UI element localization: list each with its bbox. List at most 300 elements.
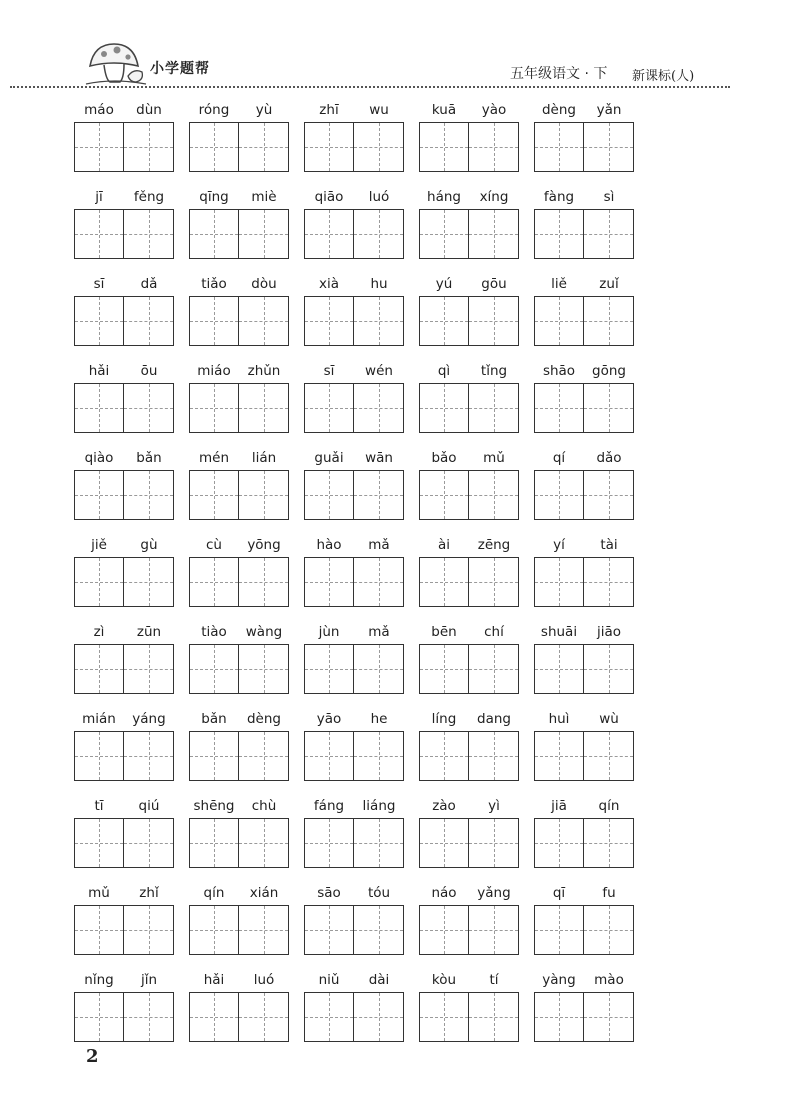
writing-cell[interactable] bbox=[74, 818, 124, 868]
pinyin-syllable: yōng bbox=[247, 537, 281, 553]
pinyin-syllable: yù bbox=[255, 102, 273, 118]
word-item bbox=[534, 535, 634, 603]
tian-grid-pair bbox=[189, 731, 289, 781]
word-item bbox=[74, 448, 174, 516]
pinyin-syllable: zhǐ bbox=[139, 885, 159, 901]
pinyin-syllable: máo bbox=[84, 102, 114, 118]
word-item bbox=[304, 100, 404, 168]
pinyin-label bbox=[189, 883, 289, 903]
tian-grid-pair bbox=[534, 818, 634, 868]
tian-grid-pair bbox=[74, 557, 174, 607]
pinyin-syllable: gōng bbox=[592, 363, 626, 379]
pinyin-syllable: líng bbox=[431, 711, 457, 727]
writing-cell[interactable] bbox=[469, 731, 519, 781]
writing-cell[interactable] bbox=[124, 470, 174, 520]
writing-cell[interactable] bbox=[189, 731, 239, 781]
writing-cell[interactable] bbox=[189, 557, 239, 607]
word-item bbox=[419, 100, 519, 168]
writing-cell[interactable] bbox=[419, 731, 469, 781]
tian-grid-pair bbox=[304, 905, 404, 955]
writing-cell[interactable] bbox=[584, 905, 634, 955]
writing-cell[interactable] bbox=[354, 992, 404, 1042]
writing-cell[interactable] bbox=[584, 557, 634, 607]
writing-cell[interactable] bbox=[189, 296, 239, 346]
word-item bbox=[189, 274, 289, 342]
writing-cell[interactable] bbox=[74, 992, 124, 1042]
writing-cell[interactable] bbox=[584, 644, 634, 694]
pinyin-label bbox=[534, 622, 634, 642]
writing-cell[interactable] bbox=[534, 122, 584, 172]
pinyin-syllable: dèng bbox=[246, 711, 281, 727]
word-item bbox=[534, 361, 634, 429]
writing-cell[interactable] bbox=[304, 296, 354, 346]
word-item bbox=[189, 100, 289, 168]
tian-grid-pair bbox=[74, 992, 174, 1042]
writing-cell[interactable] bbox=[469, 296, 519, 346]
writing-cell[interactable] bbox=[239, 209, 289, 259]
pinyin-syllable: hu bbox=[370, 276, 388, 292]
tian-grid-pair bbox=[534, 296, 634, 346]
pinyin-label bbox=[74, 100, 174, 120]
writing-cell[interactable] bbox=[534, 296, 584, 346]
writing-cell[interactable] bbox=[584, 992, 634, 1042]
word-item bbox=[534, 796, 634, 864]
tian-grid-pair bbox=[304, 122, 404, 172]
tian-grid-pair bbox=[419, 644, 519, 694]
pinyin-syllable: wàng bbox=[245, 624, 283, 640]
writing-cell[interactable] bbox=[584, 731, 634, 781]
pinyin-label bbox=[534, 274, 634, 294]
writing-cell[interactable] bbox=[469, 470, 519, 520]
pinyin-syllable: mén bbox=[198, 450, 229, 466]
writing-cell[interactable] bbox=[354, 731, 404, 781]
pinyin-label bbox=[189, 448, 289, 468]
pinyin-syllable: zào bbox=[432, 798, 456, 814]
writing-cell[interactable] bbox=[239, 731, 289, 781]
tian-grid-pair bbox=[189, 383, 289, 433]
page-number: 2 bbox=[86, 1046, 99, 1067]
tian-grid-pair bbox=[189, 818, 289, 868]
word-item bbox=[304, 187, 404, 255]
writing-cell[interactable] bbox=[534, 383, 584, 433]
pinyin-syllable: hào bbox=[316, 537, 342, 553]
writing-cell[interactable] bbox=[239, 296, 289, 346]
writing-cell[interactable] bbox=[354, 383, 404, 433]
tian-grid-pair bbox=[304, 470, 404, 520]
tian-grid-pair bbox=[534, 644, 634, 694]
writing-cell[interactable] bbox=[239, 383, 289, 433]
pinyin-syllable: sī bbox=[323, 363, 335, 379]
word-item bbox=[304, 622, 404, 690]
pinyin-syllable: yáng bbox=[132, 711, 166, 727]
pinyin-label bbox=[74, 622, 174, 642]
tian-grid-pair bbox=[189, 557, 289, 607]
pinyin-syllable: yāo bbox=[316, 711, 342, 727]
pinyin-writing-grid bbox=[74, 100, 634, 1038]
writing-cell[interactable] bbox=[534, 557, 584, 607]
writing-cell[interactable] bbox=[124, 644, 174, 694]
writing-cell[interactable] bbox=[469, 557, 519, 607]
writing-cell[interactable] bbox=[239, 644, 289, 694]
writing-cell[interactable] bbox=[469, 122, 519, 172]
pinyin-syllable: yí bbox=[553, 537, 565, 553]
pinyin-label bbox=[419, 709, 519, 729]
tian-grid-pair bbox=[419, 731, 519, 781]
pinyin-syllable: ài bbox=[437, 537, 451, 553]
pinyin-label bbox=[74, 361, 174, 381]
pinyin-label bbox=[304, 448, 404, 468]
pinyin-syllable: zhī bbox=[319, 102, 339, 118]
pinyin-label bbox=[189, 187, 289, 207]
word-item bbox=[74, 970, 174, 1038]
writing-cell[interactable] bbox=[354, 905, 404, 955]
pinyin-label bbox=[189, 709, 289, 729]
pinyin-label bbox=[189, 796, 289, 816]
pinyin-syllable: liáng bbox=[362, 798, 396, 814]
pinyin-syllable: ōu bbox=[140, 363, 158, 379]
pinyin-syllable: cù bbox=[206, 537, 222, 553]
pinyin-syllable: mào bbox=[594, 972, 624, 988]
pinyin-syllable: qì bbox=[437, 363, 451, 379]
writing-cell[interactable] bbox=[189, 818, 239, 868]
pinyin-syllable: jiā bbox=[551, 798, 567, 814]
writing-cell[interactable] bbox=[469, 905, 519, 955]
tian-grid-pair bbox=[304, 731, 404, 781]
pinyin-label bbox=[419, 535, 519, 555]
pinyin-syllable: fu bbox=[602, 885, 616, 901]
writing-cell[interactable] bbox=[419, 470, 469, 520]
word-item bbox=[419, 622, 519, 690]
pinyin-label bbox=[74, 883, 174, 903]
pinyin-syllable: sì bbox=[603, 189, 615, 205]
pinyin-syllable: zūn bbox=[136, 624, 162, 640]
writing-cell[interactable] bbox=[419, 905, 469, 955]
writing-cell[interactable] bbox=[239, 470, 289, 520]
pinyin-syllable: wān bbox=[365, 450, 393, 466]
writing-cell[interactable] bbox=[304, 905, 354, 955]
writing-cell[interactable] bbox=[354, 644, 404, 694]
writing-cell[interactable] bbox=[74, 905, 124, 955]
tian-grid-pair bbox=[534, 992, 634, 1042]
writing-cell[interactable] bbox=[74, 296, 124, 346]
writing-cell[interactable] bbox=[189, 470, 239, 520]
writing-cell[interactable] bbox=[304, 644, 354, 694]
writing-cell[interactable] bbox=[584, 209, 634, 259]
pinyin-syllable: wù bbox=[599, 711, 619, 727]
pinyin-syllable: wén bbox=[365, 363, 393, 379]
pinyin-syllable: jiě bbox=[91, 537, 107, 553]
tian-grid-pair bbox=[304, 296, 404, 346]
tian-grid-pair bbox=[74, 470, 174, 520]
writing-cell[interactable] bbox=[469, 644, 519, 694]
pinyin-syllable: sāo bbox=[317, 885, 341, 901]
tian-grid-pair bbox=[74, 383, 174, 433]
tian-grid-pair bbox=[74, 209, 174, 259]
pinyin-syllable: hǎi bbox=[88, 363, 110, 379]
pinyin-syllable: niǔ bbox=[318, 972, 340, 988]
pinyin-syllable: mǔ bbox=[483, 450, 505, 466]
pinyin-label bbox=[534, 709, 634, 729]
pinyin-syllable: tiǎo bbox=[201, 276, 227, 292]
writing-cell[interactable] bbox=[74, 557, 124, 607]
writing-cell[interactable] bbox=[534, 209, 584, 259]
writing-cell[interactable] bbox=[189, 905, 239, 955]
pinyin-label bbox=[419, 274, 519, 294]
writing-cell[interactable] bbox=[419, 644, 469, 694]
pinyin-syllable: luó bbox=[253, 972, 275, 988]
mushroom-mascot-icon bbox=[84, 40, 148, 88]
word-item bbox=[419, 970, 519, 1038]
pinyin-label bbox=[189, 622, 289, 642]
writing-cell[interactable] bbox=[124, 209, 174, 259]
pinyin-syllable: yǎn bbox=[596, 102, 622, 118]
writing-cell[interactable] bbox=[304, 209, 354, 259]
pinyin-syllable: lián bbox=[251, 450, 277, 466]
writing-cell[interactable] bbox=[354, 209, 404, 259]
pinyin-label bbox=[419, 883, 519, 903]
tian-grid-pair bbox=[534, 383, 634, 433]
pinyin-syllable: dài bbox=[368, 972, 390, 988]
pinyin-syllable: qiāo bbox=[314, 189, 344, 205]
writing-cell[interactable] bbox=[304, 122, 354, 172]
writing-cell[interactable] bbox=[354, 557, 404, 607]
tian-grid-pair bbox=[419, 122, 519, 172]
writing-cell[interactable] bbox=[584, 122, 634, 172]
writing-cell[interactable] bbox=[239, 992, 289, 1042]
writing-cell[interactable] bbox=[584, 470, 634, 520]
pinyin-label bbox=[534, 448, 634, 468]
pinyin-syllable: bēn bbox=[431, 624, 457, 640]
word-item bbox=[419, 274, 519, 342]
tian-grid-pair bbox=[189, 209, 289, 259]
pinyin-syllable: yàng bbox=[542, 972, 576, 988]
pinyin-label bbox=[74, 970, 174, 990]
writing-cell[interactable] bbox=[354, 818, 404, 868]
writing-cell[interactable] bbox=[304, 383, 354, 433]
writing-cell[interactable] bbox=[419, 992, 469, 1042]
pinyin-label bbox=[74, 709, 174, 729]
pinyin-label bbox=[304, 274, 404, 294]
tian-grid-pair bbox=[304, 557, 404, 607]
writing-cell[interactable] bbox=[74, 209, 124, 259]
pinyin-syllable: qí bbox=[552, 450, 566, 466]
writing-cell[interactable] bbox=[239, 557, 289, 607]
writing-cell[interactable] bbox=[304, 818, 354, 868]
writing-cell[interactable] bbox=[354, 122, 404, 172]
writing-cell[interactable] bbox=[74, 122, 124, 172]
word-item bbox=[304, 883, 404, 951]
word-item bbox=[74, 622, 174, 690]
pinyin-label bbox=[189, 361, 289, 381]
pinyin-label bbox=[189, 100, 289, 120]
pinyin-syllable: mǎ bbox=[368, 537, 390, 553]
tian-grid-pair bbox=[304, 818, 404, 868]
writing-cell[interactable] bbox=[469, 383, 519, 433]
tian-grid-pair bbox=[189, 644, 289, 694]
pinyin-syllable: mián bbox=[82, 711, 116, 727]
word-item bbox=[419, 709, 519, 777]
pinyin-syllable: kuā bbox=[431, 102, 457, 118]
writing-cell[interactable] bbox=[534, 644, 584, 694]
tian-grid-pair bbox=[74, 644, 174, 694]
writing-cell[interactable] bbox=[124, 383, 174, 433]
word-item bbox=[419, 535, 519, 603]
pinyin-syllable: bǎn bbox=[136, 450, 162, 466]
tian-grid-pair bbox=[74, 296, 174, 346]
pinyin-syllable: liě bbox=[551, 276, 567, 292]
writing-cell[interactable] bbox=[419, 209, 469, 259]
word-item bbox=[534, 448, 634, 516]
pinyin-syllable: tí bbox=[489, 972, 499, 988]
writing-cell[interactable] bbox=[304, 557, 354, 607]
word-item bbox=[304, 274, 404, 342]
pinyin-syllable: mǔ bbox=[88, 885, 110, 901]
pinyin-syllable: chí bbox=[484, 624, 504, 640]
writing-cell[interactable] bbox=[419, 383, 469, 433]
tian-grid-pair bbox=[189, 992, 289, 1042]
pinyin-syllable: qín bbox=[598, 798, 620, 814]
pinyin-syllable: he bbox=[370, 711, 388, 727]
writing-cell[interactable] bbox=[304, 731, 354, 781]
word-item bbox=[304, 709, 404, 777]
writing-cell[interactable] bbox=[189, 992, 239, 1042]
writing-cell[interactable] bbox=[534, 818, 584, 868]
word-item bbox=[419, 448, 519, 516]
pinyin-label bbox=[304, 709, 404, 729]
pinyin-syllable: tóu bbox=[367, 885, 391, 901]
writing-cell[interactable] bbox=[74, 383, 124, 433]
brand-title: 小学题帮 bbox=[150, 61, 210, 77]
writing-cell[interactable] bbox=[124, 557, 174, 607]
word-item bbox=[74, 709, 174, 777]
word-item bbox=[304, 361, 404, 429]
writing-cell[interactable] bbox=[534, 905, 584, 955]
writing-cell[interactable] bbox=[469, 992, 519, 1042]
writing-cell[interactable] bbox=[354, 296, 404, 346]
word-item bbox=[189, 361, 289, 429]
pinyin-syllable: yào bbox=[481, 102, 507, 118]
writing-cell[interactable] bbox=[189, 383, 239, 433]
tian-grid-pair bbox=[534, 731, 634, 781]
pinyin-syllable: yú bbox=[435, 276, 453, 292]
grade-label: 五年级语文 · 下 bbox=[510, 66, 608, 82]
pinyin-syllable: jǐn bbox=[140, 972, 158, 988]
writing-cell[interactable] bbox=[469, 818, 519, 868]
pinyin-label bbox=[419, 448, 519, 468]
pinyin-syllable: chù bbox=[251, 798, 277, 814]
pinyin-syllable: shuāi bbox=[540, 624, 578, 640]
writing-cell[interactable] bbox=[419, 818, 469, 868]
pinyin-syllable: dòu bbox=[251, 276, 277, 292]
pinyin-syllable: jiāo bbox=[596, 624, 622, 640]
writing-cell[interactable] bbox=[189, 122, 239, 172]
writing-cell[interactable] bbox=[239, 818, 289, 868]
header-dotted-rule bbox=[10, 86, 730, 88]
pinyin-syllable: miáo bbox=[197, 363, 231, 379]
pinyin-label bbox=[304, 535, 404, 555]
pinyin-syllable: hǎi bbox=[203, 972, 225, 988]
word-item bbox=[74, 361, 174, 429]
pinyin-syllable: dùn bbox=[136, 102, 162, 118]
pinyin-syllable: wu bbox=[369, 102, 389, 118]
writing-cell[interactable] bbox=[534, 992, 584, 1042]
writing-cell[interactable] bbox=[419, 557, 469, 607]
pinyin-label bbox=[74, 448, 174, 468]
pinyin-syllable: háng bbox=[427, 189, 461, 205]
writing-cell[interactable] bbox=[304, 470, 354, 520]
word-item bbox=[189, 883, 289, 951]
pinyin-syllable: shēng bbox=[193, 798, 235, 814]
word-item bbox=[189, 535, 289, 603]
tian-grid-pair bbox=[534, 905, 634, 955]
writing-cell[interactable] bbox=[124, 296, 174, 346]
pinyin-label bbox=[534, 187, 634, 207]
pinyin-label bbox=[419, 361, 519, 381]
pinyin-syllable: xián bbox=[249, 885, 279, 901]
writing-cell[interactable] bbox=[584, 818, 634, 868]
writing-cell[interactable] bbox=[419, 296, 469, 346]
pinyin-syllable: shāo bbox=[542, 363, 576, 379]
writing-cell[interactable] bbox=[74, 470, 124, 520]
writing-cell[interactable] bbox=[239, 905, 289, 955]
pinyin-label bbox=[419, 622, 519, 642]
pinyin-syllable: tǐng bbox=[480, 363, 508, 379]
pinyin-syllable: fáng bbox=[313, 798, 345, 814]
tian-grid-pair bbox=[304, 209, 404, 259]
pinyin-label bbox=[304, 970, 404, 990]
writing-cell[interactable] bbox=[124, 818, 174, 868]
pinyin-label bbox=[534, 970, 634, 990]
writing-cell[interactable] bbox=[189, 209, 239, 259]
tian-grid-pair bbox=[419, 296, 519, 346]
word-item bbox=[74, 535, 174, 603]
word-item bbox=[534, 274, 634, 342]
pinyin-label bbox=[189, 274, 289, 294]
pinyin-label bbox=[304, 361, 404, 381]
writing-cell[interactable] bbox=[124, 992, 174, 1042]
word-item bbox=[534, 709, 634, 777]
writing-cell[interactable] bbox=[354, 470, 404, 520]
writing-cell[interactable] bbox=[74, 644, 124, 694]
writing-cell[interactable] bbox=[304, 992, 354, 1042]
writing-cell[interactable] bbox=[124, 905, 174, 955]
pinyin-label bbox=[304, 100, 404, 120]
writing-cell[interactable] bbox=[124, 731, 174, 781]
tian-grid-pair bbox=[304, 383, 404, 433]
writing-cell[interactable] bbox=[534, 470, 584, 520]
word-item bbox=[419, 796, 519, 864]
tian-grid-pair bbox=[419, 905, 519, 955]
writing-cell[interactable] bbox=[534, 731, 584, 781]
pinyin-label bbox=[189, 535, 289, 555]
writing-cell[interactable] bbox=[584, 383, 634, 433]
writing-cell[interactable] bbox=[419, 122, 469, 172]
writing-cell[interactable] bbox=[469, 209, 519, 259]
writing-cell[interactable] bbox=[74, 731, 124, 781]
writing-cell[interactable] bbox=[584, 296, 634, 346]
pinyin-syllable: kòu bbox=[431, 972, 457, 988]
writing-cell[interactable] bbox=[124, 122, 174, 172]
pinyin-label bbox=[534, 535, 634, 555]
pinyin-syllable: dǎ bbox=[140, 276, 158, 292]
pinyin-label bbox=[304, 883, 404, 903]
writing-cell[interactable] bbox=[189, 644, 239, 694]
pinyin-syllable: dèng bbox=[541, 102, 576, 118]
pinyin-label bbox=[304, 796, 404, 816]
pinyin-syllable: gōu bbox=[481, 276, 507, 292]
writing-cell[interactable] bbox=[239, 122, 289, 172]
pinyin-syllable: dang bbox=[477, 711, 511, 727]
